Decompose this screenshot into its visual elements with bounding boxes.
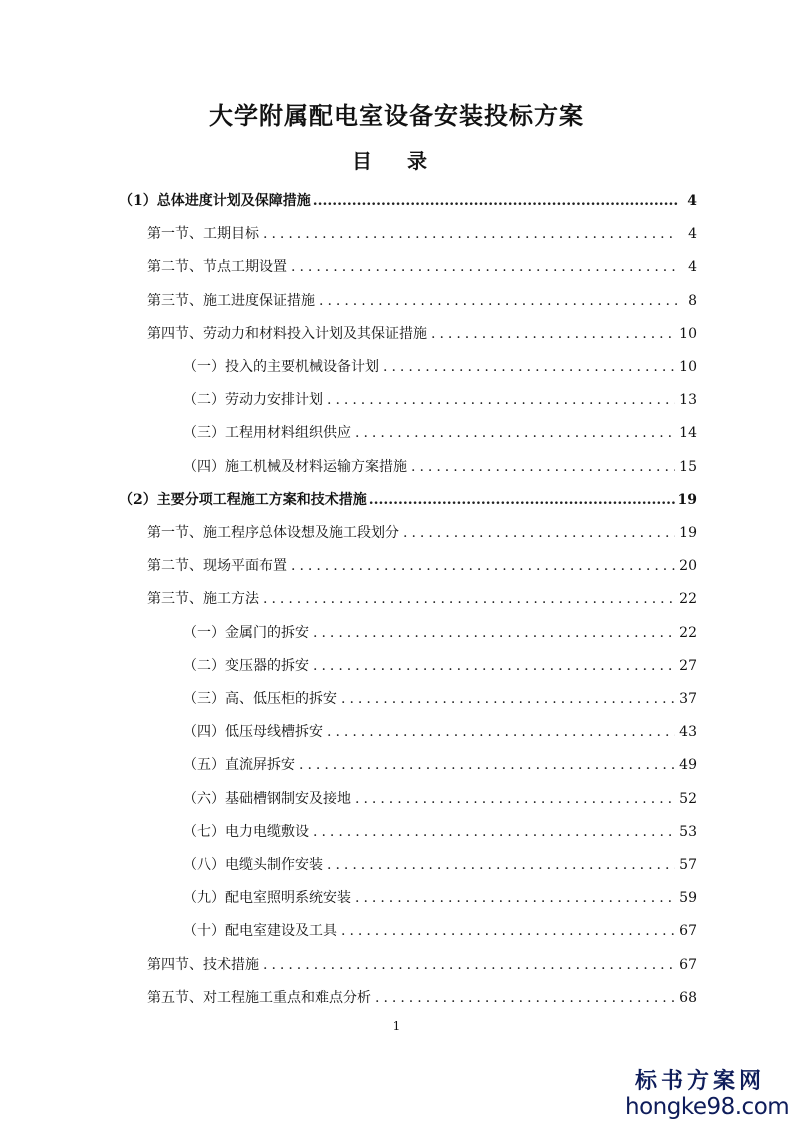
toc-entry[interactable] (183, 352, 697, 382)
toc-entry-label: （三）高、低压柜的拆安 (183, 691, 337, 707)
toc-entry-page: 14 (679, 425, 697, 442)
toc-entry-label: 第三节、施工方法 (147, 591, 259, 608)
toc-entry-page: 68 (679, 989, 697, 1006)
toc-heading: 目 录 (352, 149, 441, 173)
toc-entry[interactable] (147, 584, 697, 614)
toc-entry[interactable] (183, 750, 697, 780)
toc-entry-label: 第四节、技术措施 (147, 956, 259, 973)
toc-entry-label: 第一节、工期目标 (147, 226, 259, 243)
toc-entry-page: 49 (679, 757, 697, 774)
toc-entry-page: 10 (679, 359, 697, 375)
toc-entry[interactable] (183, 618, 697, 648)
toc-entry-label: （二）变压器的拆安 (183, 657, 309, 674)
toc-entry[interactable] (183, 717, 697, 747)
toc-entry[interactable] (147, 551, 697, 581)
toc-dot-leader (299, 750, 675, 780)
toc-entry[interactable] (147, 950, 697, 980)
toc-entry-page: 59 (679, 890, 697, 907)
toc-entry-label: （九）配电室照明系统安装 (183, 890, 351, 907)
toc-entry-page: 13 (679, 392, 697, 409)
toc-entry-page: 15 (679, 458, 697, 475)
toc-entry-page: 52 (679, 790, 697, 807)
toc-entry-label: （一）金属门的拆安 (183, 624, 309, 641)
toc-dot-leader (369, 485, 676, 515)
toc-entry[interactable] (147, 219, 697, 249)
toc-entry[interactable] (183, 418, 697, 448)
toc-dot-leader (263, 219, 677, 249)
toc-entry-page: 19 (677, 491, 697, 508)
toc-entry[interactable] (183, 817, 697, 847)
toc-dot-leader (327, 850, 675, 880)
toc-dot-leader (319, 286, 677, 316)
toc-entry-label: （三）工程用材料组织供应 (183, 425, 351, 442)
toc-entry[interactable] (183, 385, 697, 415)
watermark-brand: 标书方案网 (634, 1068, 765, 1094)
toc-entry-page: 4 (687, 193, 697, 209)
toc-dot-leader (341, 684, 675, 714)
toc-entry[interactable] (183, 784, 697, 814)
toc-entry-label: （四）施工机械及材料运输方案措施 (183, 458, 407, 475)
toc-entry-label: 第二节、节点工期设置 (147, 259, 287, 276)
toc-entry-label: （十）配电室建设及工具 (183, 923, 337, 940)
toc-dot-leader (411, 452, 675, 482)
toc-entry[interactable] (147, 252, 697, 282)
page-number: 1 (392, 1019, 401, 1033)
toc-dot-leader (375, 983, 675, 1013)
toc-entry-label: （五）直流屏拆安 (183, 757, 295, 774)
watermark-logo (625, 1068, 790, 1120)
watermark-url: hongke98.com (625, 1094, 790, 1120)
toc-entry-label: 第一节、施工程序总体设想及施工段划分 (147, 525, 399, 541)
toc-dot-leader (403, 518, 675, 548)
toc-dot-leader (291, 252, 677, 282)
toc-entry-label: 第五节、对工程施工重点和难点分析 (147, 989, 371, 1006)
toc-entry[interactable] (147, 518, 697, 548)
toc-dot-leader (431, 319, 675, 349)
toc-entry-label: （八）电缆头制作安装 (183, 857, 323, 873)
toc-dot-leader (355, 418, 675, 448)
toc-entry-label: （1）总体进度计划及保障措施 (119, 193, 311, 209)
toc-entry[interactable] (119, 485, 697, 515)
toc-dot-leader (313, 651, 675, 681)
toc-entry[interactable] (183, 651, 697, 681)
toc-entry-label: （一）投入的主要机械设备计划 (183, 359, 379, 375)
toc-entry-page: 67 (679, 923, 697, 940)
toc-entry-label: 第四节、劳动力和材料投入计划及其保证措施 (147, 325, 427, 342)
document-title: 大学附属配电室设备安装投标方案 (209, 101, 584, 130)
toc-entry-page: 37 (679, 691, 697, 707)
toc-dot-leader (291, 551, 675, 581)
toc-entry-page: 22 (679, 591, 697, 608)
toc-entry-page: 4 (688, 226, 697, 243)
toc-entry-label: （六）基础槽钢制安及接地 (183, 790, 351, 807)
toc-dot-leader (383, 352, 675, 382)
toc-entry[interactable] (183, 452, 697, 482)
toc-entry[interactable] (147, 983, 697, 1013)
toc-entry-label: 第三节、施工进度保证措施 (147, 292, 315, 309)
toc-entry-label: 第二节、现场平面布置 (147, 558, 287, 575)
toc-entry-label: （2）主要分项工程施工方案和技术措施 (119, 491, 367, 508)
toc-entry-page: 43 (679, 724, 697, 741)
toc-entry-label: （四）低压母线槽拆安 (183, 724, 323, 741)
toc-entry-page: 27 (679, 657, 697, 674)
toc-dot-leader (313, 186, 679, 216)
toc-entry-page: 19 (679, 525, 697, 541)
toc-entry-page: 10 (679, 325, 697, 342)
toc-entry-page: 53 (679, 823, 697, 840)
toc-entry-page: 20 (679, 558, 697, 575)
toc-entry[interactable] (183, 850, 697, 880)
toc-dot-leader (355, 784, 675, 814)
toc-entry-page: 22 (679, 624, 697, 641)
toc-entry[interactable] (183, 684, 697, 714)
toc-entry-page: 57 (679, 857, 697, 873)
toc-dot-leader (327, 385, 675, 415)
toc-dot-leader (313, 618, 675, 648)
toc-dot-leader (327, 717, 675, 747)
toc-dot-leader (355, 883, 675, 913)
toc-entry-page: 8 (688, 292, 697, 309)
toc-entry-page: 67 (679, 956, 697, 973)
toc-entry[interactable] (147, 286, 697, 316)
toc-entry-label: （七）电力电缆敷设 (183, 823, 309, 840)
toc-dot-leader (263, 950, 675, 980)
toc-dot-leader (263, 584, 675, 614)
toc-dot-leader (313, 817, 675, 847)
toc-entry-page: 4 (688, 259, 697, 276)
toc-entry[interactable] (183, 883, 697, 913)
toc-entry[interactable] (183, 916, 697, 946)
toc-entry[interactable] (119, 186, 697, 216)
toc-dot-leader (341, 916, 675, 946)
toc-entry-label: （二）劳动力安排计划 (183, 392, 323, 409)
toc-entry[interactable] (147, 319, 697, 349)
